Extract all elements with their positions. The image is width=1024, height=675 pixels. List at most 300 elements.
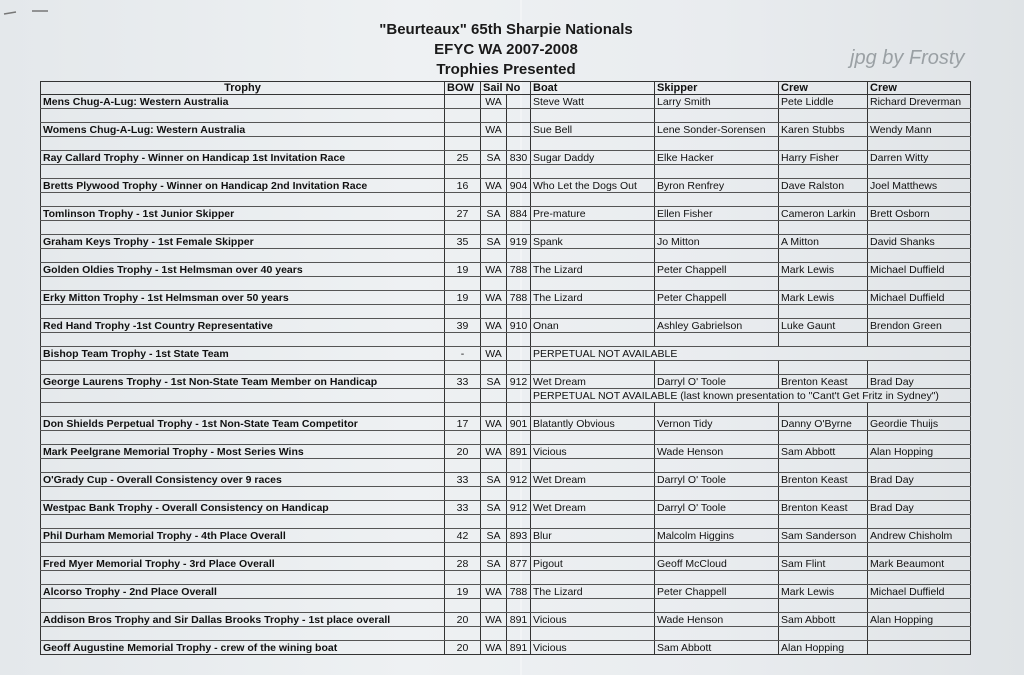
table-row — [41, 291, 971, 305]
spacer-cell — [41, 109, 445, 123]
cell-trophy: Graham Keys Trophy - 1st Female Skipper — [41, 235, 445, 249]
cell-skipper: Peter Chappell — [655, 585, 779, 599]
spacer-cell — [41, 277, 445, 291]
cell-bow: 17 — [445, 417, 481, 431]
cell-state: WA — [481, 417, 507, 431]
spacer-cell — [779, 487, 868, 501]
cell-trophy: Bishop Team Trophy - 1st State Team — [41, 347, 445, 361]
cell-state: SA — [481, 473, 507, 487]
spacer-cell — [481, 459, 507, 473]
cell-trophy: Tomlinson Trophy - 1st Junior Skipper — [41, 207, 445, 221]
header-sail-no: Sail No — [481, 82, 531, 95]
spacer-cell — [481, 571, 507, 585]
spacer-cell — [445, 459, 481, 473]
spacer-cell — [481, 487, 507, 501]
cell-boat: The Lizard — [531, 291, 655, 305]
spacer-cell — [445, 249, 481, 263]
cell-crew-2: Mark Beaumont — [868, 557, 971, 571]
cell-trophy: Alcorso Trophy - 2nd Place Overall — [41, 585, 445, 599]
cell-boat: Steve Watt — [531, 95, 655, 109]
cell-boat: Pigout — [531, 557, 655, 571]
spacer-cell — [41, 221, 445, 235]
spacer-cell — [655, 431, 779, 445]
cell-skipper: Wade Henson — [655, 445, 779, 459]
cell-state: WA — [481, 641, 507, 655]
table-spacer-row — [41, 249, 971, 263]
spacer-cell — [779, 515, 868, 529]
cell-bow: 42 — [445, 529, 481, 543]
cell-skipper: Malcolm Higgins — [655, 529, 779, 543]
spacer-cell — [507, 193, 531, 207]
spacer-cell — [41, 193, 445, 207]
cell-skipper: Elke Hacker — [655, 151, 779, 165]
table-row — [41, 613, 971, 627]
cell-sail-no: 891 — [507, 641, 531, 655]
spacer-cell — [531, 221, 655, 235]
spacer-cell — [868, 249, 971, 263]
table-row — [41, 319, 971, 333]
spacer-cell — [655, 165, 779, 179]
cell-crew-2: Michael Duffield — [868, 263, 971, 277]
spacer-cell — [41, 361, 445, 375]
spacer-cell — [445, 403, 481, 417]
header-boat: Boat — [531, 82, 655, 95]
cell-boat: Who Let the Dogs Out — [531, 179, 655, 193]
cell-state: SA — [481, 501, 507, 515]
cell-state: WA — [481, 347, 507, 361]
table-spacer-row — [41, 403, 971, 417]
spacer-cell — [779, 109, 868, 123]
table-row — [41, 641, 971, 655]
cell-sail-no: 904 — [507, 179, 531, 193]
cell-bow: 20 — [445, 613, 481, 627]
spacer-cell — [531, 137, 655, 151]
cell-sail-no: 788 — [507, 585, 531, 599]
cell-bow: 20 — [445, 641, 481, 655]
cell-boat: Vicious — [531, 445, 655, 459]
spacer-cell — [655, 543, 779, 557]
cell-crew-2: Wendy Mann — [868, 123, 971, 137]
spacer-cell — [531, 333, 655, 347]
cell-boat: Onan — [531, 319, 655, 333]
spacer-cell — [531, 599, 655, 613]
spacer-cell — [868, 599, 971, 613]
spacer-cell — [779, 361, 868, 375]
cell-bow: 28 — [445, 557, 481, 571]
spacer-cell — [531, 571, 655, 585]
spacer-cell — [445, 305, 481, 319]
spacer-cell — [41, 403, 445, 417]
spacer-cell — [445, 109, 481, 123]
spacer-cell — [868, 193, 971, 207]
spacer-cell — [655, 249, 779, 263]
cell-sail-no: 912 — [507, 375, 531, 389]
cell-bow: 16 — [445, 179, 481, 193]
spacer-cell — [655, 193, 779, 207]
cell-trophy: George Laurens Trophy - 1st Non-State Team Member on Handicap — [41, 375, 445, 389]
cell-sail-no: 912 — [507, 473, 531, 487]
spacer-cell — [868, 627, 971, 641]
spacer-cell — [41, 249, 445, 263]
cell-crew-1: Danny O'Byrne — [779, 417, 868, 431]
cell-state: WA — [481, 613, 507, 627]
cell-bow: - — [445, 347, 481, 361]
table-row — [41, 375, 971, 389]
cell-skipper: Darryl O' Toole — [655, 375, 779, 389]
cell-boat: Pre-mature — [531, 207, 655, 221]
spacer-cell — [779, 627, 868, 641]
cell-bow: 19 — [445, 263, 481, 277]
watermark-text: jpg by Frosty — [850, 47, 965, 69]
spacer-cell — [868, 305, 971, 319]
spacer-cell — [655, 137, 779, 151]
cell-bow: 19 — [445, 291, 481, 305]
spacer-cell — [531, 193, 655, 207]
spacer-cell — [41, 571, 445, 585]
document-heading: Trophies Presented — [436, 61, 576, 78]
spacer-cell — [507, 361, 531, 375]
cell-crew-1: Brenton Keast — [779, 473, 868, 487]
cell-crew-2: Michael Duffield — [868, 291, 971, 305]
spacer-cell — [507, 627, 531, 641]
cell-bow: 27 — [445, 207, 481, 221]
cell-skipper: Vernon Tidy — [655, 417, 779, 431]
cell-sail-no: 912 — [507, 501, 531, 515]
spacer-cell — [868, 277, 971, 291]
spacer-cell — [41, 459, 445, 473]
table-spacer-row — [41, 515, 971, 529]
spacer-cell — [655, 627, 779, 641]
spacer-cell — [481, 333, 507, 347]
spacer-cell — [41, 165, 445, 179]
spacer-cell — [779, 599, 868, 613]
cell-crew-2: Brendon Green — [868, 319, 971, 333]
cell-trophy: Phil Durham Memorial Trophy - 4th Place Overall — [41, 529, 445, 543]
cell-crew-2: Alan Hopping — [868, 613, 971, 627]
spacer-cell — [41, 627, 445, 641]
spacer-cell — [481, 305, 507, 319]
cell-boat: Blur — [531, 529, 655, 543]
spacer-cell — [507, 249, 531, 263]
header-skipper: Skipper — [655, 82, 779, 95]
spacer-cell — [507, 165, 531, 179]
spacer-cell — [507, 599, 531, 613]
table-row — [41, 207, 971, 221]
spacer-cell — [445, 333, 481, 347]
cell-skipper: Ashley Gabrielson — [655, 319, 779, 333]
spacer-cell — [655, 403, 779, 417]
cell-bow — [445, 389, 481, 403]
spacer-cell — [41, 487, 445, 501]
spacer-cell — [868, 431, 971, 445]
spacer-cell — [868, 361, 971, 375]
cell-state: WA — [481, 263, 507, 277]
spacer-cell — [779, 459, 868, 473]
cell-crew-2: Brett Osborn — [868, 207, 971, 221]
cell-trophy: Mens Chug-A-Lug: Western Australia — [41, 95, 445, 109]
spacer-cell — [41, 137, 445, 151]
cell-sail-no: 884 — [507, 207, 531, 221]
cell-bow: 20 — [445, 445, 481, 459]
cell-skipper: Sam Abbott — [655, 641, 779, 655]
cell-boat: Wet Dream — [531, 473, 655, 487]
document-title: "Beurteaux" 65th Sharpie Nationals — [379, 21, 633, 38]
spacer-cell — [481, 543, 507, 557]
cell-trophy: Fred Myer Memorial Trophy - 3rd Place Overall — [41, 557, 445, 571]
cell-crew-1: Brenton Keast — [779, 375, 868, 389]
spacer-cell — [779, 333, 868, 347]
spacer-cell — [868, 109, 971, 123]
spacer-cell — [779, 137, 868, 151]
cell-state: WA — [481, 179, 507, 193]
header-crew-2: Crew — [868, 82, 971, 95]
spacer-cell — [779, 305, 868, 319]
spacer-cell — [481, 627, 507, 641]
spacer-cell — [531, 515, 655, 529]
cell-crew-2: Joel Matthews — [868, 179, 971, 193]
cell-skipper: Byron Renfrey — [655, 179, 779, 193]
table-row — [41, 473, 971, 487]
cell-crew-2: Geordie Thuijs — [868, 417, 971, 431]
spacer-cell — [531, 277, 655, 291]
cell-crew-2 — [868, 641, 971, 655]
table-spacer-row — [41, 361, 971, 375]
table-row — [41, 557, 971, 571]
spacer-cell — [531, 431, 655, 445]
table-spacer-row — [41, 599, 971, 613]
spacer-cell — [655, 487, 779, 501]
cell-sail-no — [507, 95, 531, 109]
spacer-cell — [507, 277, 531, 291]
spacer-cell — [481, 403, 507, 417]
spacer-cell — [655, 221, 779, 235]
spacer-cell — [507, 109, 531, 123]
table-spacer-row — [41, 333, 971, 347]
cell-boat: Spank — [531, 235, 655, 249]
spacer-cell — [507, 221, 531, 235]
cell-state: SA — [481, 151, 507, 165]
spacer-cell — [41, 515, 445, 529]
cell-state: WA — [481, 319, 507, 333]
cell-bow — [445, 123, 481, 137]
cell-crew-1: Cameron Larkin — [779, 207, 868, 221]
cell-trophy: Bretts Plywood Trophy - Winner on Handicap 2nd Invitation Race — [41, 179, 445, 193]
spacer-cell — [868, 571, 971, 585]
spacer-cell — [531, 543, 655, 557]
cell-crew-2: Brad Day — [868, 501, 971, 515]
cell-boat: Sue Bell — [531, 123, 655, 137]
cell-sail-no: 910 — [507, 319, 531, 333]
spacer-cell — [481, 515, 507, 529]
spacer-cell — [655, 305, 779, 319]
table-spacer-row — [41, 305, 971, 319]
cell-crew-2: Darren Witty — [868, 151, 971, 165]
cell-trophy — [41, 389, 445, 403]
table-row — [41, 501, 971, 515]
spacer-cell — [655, 515, 779, 529]
spacer-cell — [445, 487, 481, 501]
spacer-cell — [445, 165, 481, 179]
spacer-cell — [531, 403, 655, 417]
cell-trophy: Geoff Augustine Memorial Trophy - crew of the wining boat — [41, 641, 445, 655]
cell-crew-1: Karen Stubbs — [779, 123, 868, 137]
cell-state — [481, 389, 507, 403]
spacer-cell — [655, 277, 779, 291]
cell-sail-no — [507, 347, 531, 361]
spacer-cell — [531, 487, 655, 501]
spacer-cell — [779, 543, 868, 557]
spacer-cell — [655, 599, 779, 613]
cell-boat: Wet Dream — [531, 501, 655, 515]
spacer-cell — [779, 277, 868, 291]
cell-crew-1: Sam Abbott — [779, 445, 868, 459]
cell-trophy: Womens Chug-A-Lug: Western Australia — [41, 123, 445, 137]
spacer-cell — [445, 277, 481, 291]
cell-state: WA — [481, 95, 507, 109]
cell-trophy: Golden Oldies Trophy - 1st Helmsman over 40 years — [41, 263, 445, 277]
spacer-cell — [41, 431, 445, 445]
cell-sail-no: 788 — [507, 263, 531, 277]
spacer-cell — [868, 487, 971, 501]
cell-trophy: Erky Mitton Trophy - 1st Helmsman over 50 years — [41, 291, 445, 305]
table-row — [41, 347, 971, 361]
table-spacer-row — [41, 459, 971, 473]
table-row — [41, 123, 971, 137]
cell-skipper: Jo Mitton — [655, 235, 779, 249]
cell-sail-no: 788 — [507, 291, 531, 305]
header-bow: BOW — [445, 82, 481, 95]
spacer-cell — [507, 515, 531, 529]
table-spacer-row — [41, 277, 971, 291]
spacer-cell — [481, 221, 507, 235]
cell-trophy: Don Shields Perpetual Trophy - 1st Non-State Team Competitor — [41, 417, 445, 431]
spacer-cell — [779, 221, 868, 235]
table-row — [41, 95, 971, 109]
spacer-cell — [779, 431, 868, 445]
table-body — [41, 95, 971, 655]
cell-crew-1: Mark Lewis — [779, 291, 868, 305]
spacer-cell — [779, 403, 868, 417]
cell-bow: 19 — [445, 585, 481, 599]
table-spacer-row — [41, 571, 971, 585]
cell-crew-1: Pete Liddle — [779, 95, 868, 109]
spacer-cell — [445, 221, 481, 235]
cell-crew-1: Mark Lewis — [779, 585, 868, 599]
spacer-cell — [655, 333, 779, 347]
cell-trophy: O'Grady Cup - Overall Consistency over 9 races — [41, 473, 445, 487]
cell-boat: Vicious — [531, 641, 655, 655]
cell-crew-1: Harry Fisher — [779, 151, 868, 165]
table-spacer-row — [41, 109, 971, 123]
cell-crew-1: Sam Flint — [779, 557, 868, 571]
spacer-cell — [507, 459, 531, 473]
cell-boat: PERPETUAL NOT AVAILABLE (last known presentation to "Cant't Get Fritz in Sydney") — [531, 389, 971, 403]
cell-state: SA — [481, 207, 507, 221]
cell-crew-2: Brad Day — [868, 375, 971, 389]
spacer-cell — [868, 221, 971, 235]
cell-skipper: Darryl O' Toole — [655, 473, 779, 487]
cell-crew-1: Luke Gaunt — [779, 319, 868, 333]
table-row — [41, 151, 971, 165]
spacer-cell — [41, 333, 445, 347]
table-row — [41, 445, 971, 459]
cell-bow — [445, 95, 481, 109]
cell-sail-no: 877 — [507, 557, 531, 571]
cell-crew-2: Richard Dreverman — [868, 95, 971, 109]
cell-sail-no: 893 — [507, 529, 531, 543]
cell-crew-1: Alan Hopping — [779, 641, 868, 655]
spacer-cell — [507, 487, 531, 501]
spacer-cell — [779, 165, 868, 179]
cell-state: WA — [481, 123, 507, 137]
spacer-cell — [481, 431, 507, 445]
header-crew-1: Crew — [779, 82, 868, 95]
table-row — [41, 585, 971, 599]
trophies-table — [40, 81, 971, 655]
table-spacer-row — [41, 193, 971, 207]
spacer-cell — [655, 361, 779, 375]
spacer-cell — [507, 403, 531, 417]
spacer-cell — [445, 361, 481, 375]
header-trophy: Trophy — [41, 82, 445, 95]
spacer-cell — [531, 165, 655, 179]
spacer-cell — [481, 249, 507, 263]
table-row — [41, 263, 971, 277]
spacer-cell — [445, 543, 481, 557]
cell-state: SA — [481, 557, 507, 571]
cell-crew-1: Dave Ralston — [779, 179, 868, 193]
spacer-cell — [779, 193, 868, 207]
spacer-cell — [445, 571, 481, 585]
spacer-cell — [507, 137, 531, 151]
cell-bow: 25 — [445, 151, 481, 165]
spacer-cell — [481, 599, 507, 613]
cell-crew-1: Brenton Keast — [779, 501, 868, 515]
cell-sail-no — [507, 123, 531, 137]
spacer-cell — [868, 459, 971, 473]
spacer-cell — [41, 599, 445, 613]
spacer-cell — [481, 277, 507, 291]
pin-mark-icon — [2, 8, 50, 18]
cell-crew-1: Mark Lewis — [779, 263, 868, 277]
table-header-row — [41, 82, 971, 95]
spacer-cell — [531, 459, 655, 473]
table-row — [41, 389, 971, 403]
spacer-cell — [655, 571, 779, 585]
cell-sail-no: 830 — [507, 151, 531, 165]
spacer-cell — [481, 109, 507, 123]
spacer-cell — [531, 305, 655, 319]
table-spacer-row — [41, 137, 971, 151]
cell-boat: The Lizard — [531, 263, 655, 277]
spacer-cell — [445, 599, 481, 613]
cell-bow: 33 — [445, 375, 481, 389]
table-row — [41, 417, 971, 431]
spacer-cell — [507, 333, 531, 347]
cell-skipper: Darryl O' Toole — [655, 501, 779, 515]
cell-state: WA — [481, 291, 507, 305]
cell-boat: Wet Dream — [531, 375, 655, 389]
spacer-cell — [531, 249, 655, 263]
cell-crew-2: David Shanks — [868, 235, 971, 249]
spacer-cell — [507, 571, 531, 585]
cell-trophy: Mark Peelgrane Memorial Trophy - Most Series Wins — [41, 445, 445, 459]
spacer-cell — [445, 137, 481, 151]
cell-state: WA — [481, 445, 507, 459]
cell-crew-2: Andrew Chisholm — [868, 529, 971, 543]
spacer-cell — [531, 627, 655, 641]
cell-skipper: Peter Chappell — [655, 263, 779, 277]
